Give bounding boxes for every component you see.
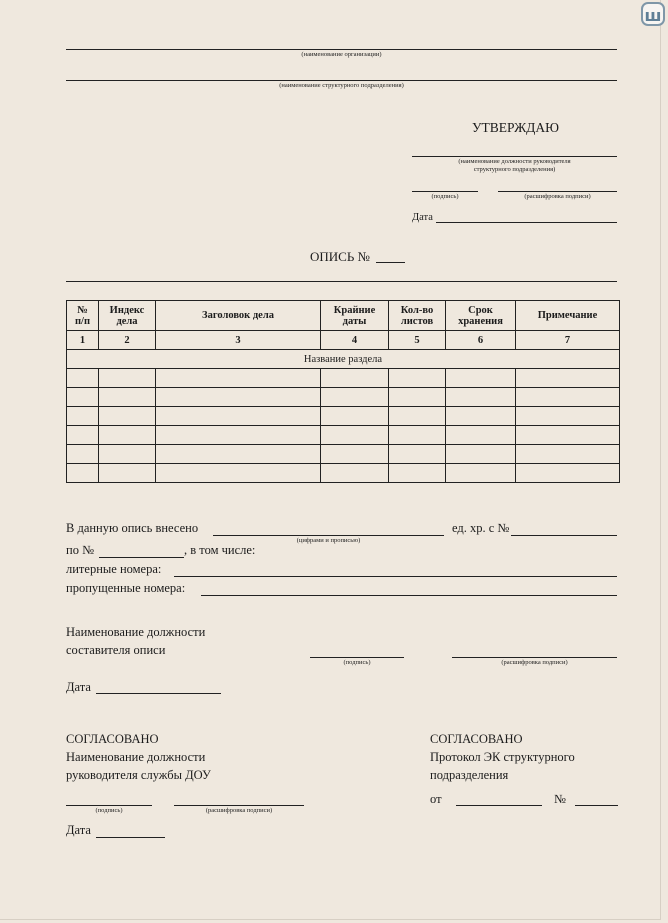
table-row <box>67 464 620 483</box>
table-cell[interactable] <box>156 464 321 483</box>
approve-signature-line[interactable] <box>412 191 478 192</box>
table-cell[interactable] <box>321 464 389 483</box>
table-cell[interactable] <box>99 388 156 407</box>
approve-position-caption-2: структурного подразделения) <box>473 166 556 173</box>
table-cell[interactable] <box>99 464 156 483</box>
table-cell[interactable] <box>99 369 156 388</box>
table-cell[interactable] <box>516 426 620 445</box>
table-cell[interactable] <box>156 426 321 445</box>
document-title: ОПИСЬ № <box>310 249 370 264</box>
approve-date-label: Дата <box>412 212 433 223</box>
agreed-right-title: СОГЛАСОВАНО <box>430 732 523 746</box>
table-cell[interactable] <box>99 445 156 464</box>
table-cell[interactable] <box>516 407 620 426</box>
agreed-left-line-1: Наименование должности <box>66 750 206 764</box>
section-title: Название раздела <box>67 350 620 369</box>
agreed-left-date-label: Дата <box>66 823 91 837</box>
table-header-row <box>67 301 620 331</box>
table-cell[interactable] <box>516 388 620 407</box>
approve-position-caption-1: (наименование должности руководителя <box>458 158 571 165</box>
column-header-storage: Срок хранения <box>446 301 516 331</box>
table-cell[interactable] <box>516 464 620 483</box>
compiler-title-1: Наименование должности <box>66 625 206 639</box>
section-row <box>67 350 620 369</box>
table-cell[interactable] <box>446 369 516 388</box>
summary-count-caption: (цифрами и прописью) <box>296 537 361 544</box>
table-cell[interactable] <box>67 464 99 483</box>
table-cell[interactable] <box>321 407 389 426</box>
table-cell[interactable] <box>389 445 446 464</box>
table-row <box>67 388 620 407</box>
column-header-index: Индекс дела <box>99 301 156 331</box>
table-cell[interactable] <box>67 388 99 407</box>
table-cell[interactable] <box>156 388 321 407</box>
approve-position-line[interactable] <box>412 156 617 157</box>
summary-line2-suffix: , в том числе: <box>184 543 256 557</box>
table-cell[interactable] <box>67 426 99 445</box>
approve-title: УТВЕРЖДАЮ <box>472 120 560 135</box>
table-row <box>67 445 620 464</box>
agreed-right-line-2: подразделения <box>430 768 509 782</box>
approve-date-line[interactable] <box>436 222 617 223</box>
agreed-right-date-line[interactable] <box>456 805 542 806</box>
table-cell[interactable] <box>99 426 156 445</box>
agreed-left-date-line[interactable] <box>96 837 165 838</box>
table-row <box>67 426 620 445</box>
table-cell[interactable] <box>321 369 389 388</box>
summary-litera-label: литерные номера: <box>66 562 162 576</box>
table-cell[interactable] <box>389 369 446 388</box>
table-row <box>67 407 620 426</box>
publisher-logo-icon: ш <box>641 2 665 26</box>
column-header-number: № п/п <box>67 301 99 331</box>
column-header-note: Примечание <box>516 301 620 331</box>
table-cell[interactable] <box>389 426 446 445</box>
table-cell[interactable] <box>321 388 389 407</box>
agreed-right-number-label: № <box>554 792 566 806</box>
approve-decoding-line[interactable] <box>498 191 617 192</box>
organization-line[interactable] <box>66 49 617 50</box>
table-row <box>67 369 620 388</box>
agreed-right-from-label: от <box>430 792 442 806</box>
summary-skipped-line[interactable] <box>201 595 617 596</box>
compiler-signature-caption: (подпись) <box>343 659 371 666</box>
column-number: 5 <box>389 331 446 350</box>
agreed-left-signature-caption: (подпись) <box>95 807 123 814</box>
column-number: 1 <box>67 331 99 350</box>
table-cell[interactable] <box>389 388 446 407</box>
table-cell[interactable] <box>446 426 516 445</box>
table-cell[interactable] <box>516 445 620 464</box>
table-cell[interactable] <box>67 445 99 464</box>
approve-signature-caption: (подпись) <box>431 193 459 200</box>
summary-from-number-line[interactable] <box>511 535 617 536</box>
document-number-line[interactable] <box>376 262 405 263</box>
table-cell[interactable] <box>446 388 516 407</box>
table-number-row <box>67 331 620 350</box>
table-cell[interactable] <box>67 369 99 388</box>
agreed-right-line-1: Протокол ЭК структурного <box>430 750 575 764</box>
summary-line1-middle: ед. хр. с № <box>452 521 510 535</box>
summary-skipped-label: пропущенные номера: <box>66 581 186 595</box>
table-cell[interactable] <box>99 407 156 426</box>
summary-litera-line[interactable] <box>174 576 617 577</box>
inventory-table <box>66 300 620 483</box>
agreed-left-line-2: руководителя службы ДОУ <box>66 768 211 782</box>
table-cell[interactable] <box>516 369 620 388</box>
table-cell[interactable] <box>67 407 99 426</box>
compiler-decoding-line[interactable] <box>452 657 617 658</box>
table-cell[interactable] <box>389 464 446 483</box>
compiler-signature-line[interactable] <box>310 657 404 658</box>
column-number: 3 <box>156 331 321 350</box>
approve-decoding-caption: (расшифровка подписи) <box>524 193 591 200</box>
column-number: 2 <box>99 331 156 350</box>
column-header-sheets: Кол-во листов <box>389 301 446 331</box>
title-underline <box>66 281 617 282</box>
agreed-right-number-line[interactable] <box>575 805 618 806</box>
unit-caption: (наименование структурного подразделения) <box>279 82 404 89</box>
agreed-left-title: СОГЛАСОВАНО <box>66 732 159 746</box>
agreed-left-signature-line[interactable] <box>66 805 152 806</box>
table-cell[interactable] <box>446 445 516 464</box>
agreed-left-decoding-line[interactable] <box>174 805 304 806</box>
unit-line[interactable] <box>66 80 617 81</box>
table-cell[interactable] <box>321 445 389 464</box>
organization-caption: (наименование организации) <box>301 51 382 58</box>
agreed-left-decoding-caption: (расшифровка подписи) <box>205 807 273 814</box>
table-cell[interactable] <box>156 445 321 464</box>
column-header-title: Заголовок дела <box>156 301 321 331</box>
compiler-date-line[interactable] <box>96 693 221 694</box>
summary-line1-prefix: В данную опись внесено <box>66 521 199 535</box>
summary-to-number-line[interactable] <box>99 557 184 558</box>
compiler-decoding-caption: (расшифровка подписи) <box>501 659 568 666</box>
compiler-date-label: Дата <box>66 680 91 694</box>
table-cell[interactable] <box>446 464 516 483</box>
column-number: 6 <box>446 331 516 350</box>
column-header-dates: Крайние даты <box>321 301 389 331</box>
table-cell[interactable] <box>446 407 516 426</box>
table-cell[interactable] <box>321 426 389 445</box>
summary-count-line[interactable] <box>213 535 444 536</box>
summary-line2-prefix: по № <box>66 543 94 557</box>
compiler-title-2: составителя описи <box>66 643 166 657</box>
column-number: 4 <box>321 331 389 350</box>
table-cell[interactable] <box>156 369 321 388</box>
table-cell[interactable] <box>156 407 321 426</box>
table-cell[interactable] <box>389 407 446 426</box>
column-number: 7 <box>516 331 620 350</box>
